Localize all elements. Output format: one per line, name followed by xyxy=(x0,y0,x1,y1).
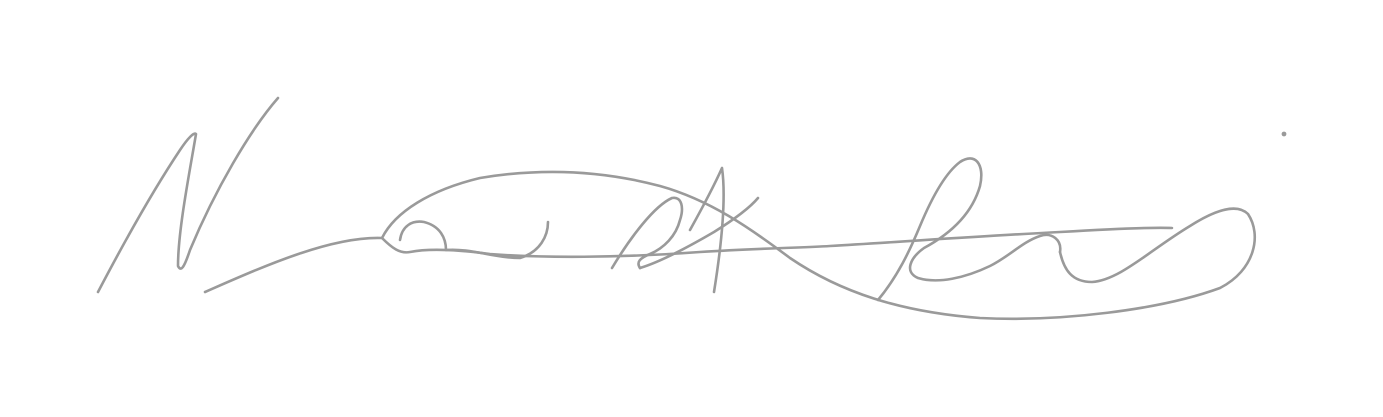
signature-dot xyxy=(1282,132,1287,137)
stroke-letter-t-1 xyxy=(612,198,682,268)
stroke-middle-loop xyxy=(382,172,1255,319)
stroke-letter-loop-j xyxy=(878,158,1060,300)
stroke-n-left xyxy=(98,98,278,292)
stroke-letter-a xyxy=(400,222,548,258)
stroke-baseline-sweep xyxy=(205,228,1172,292)
signature-strokes xyxy=(98,98,1286,319)
